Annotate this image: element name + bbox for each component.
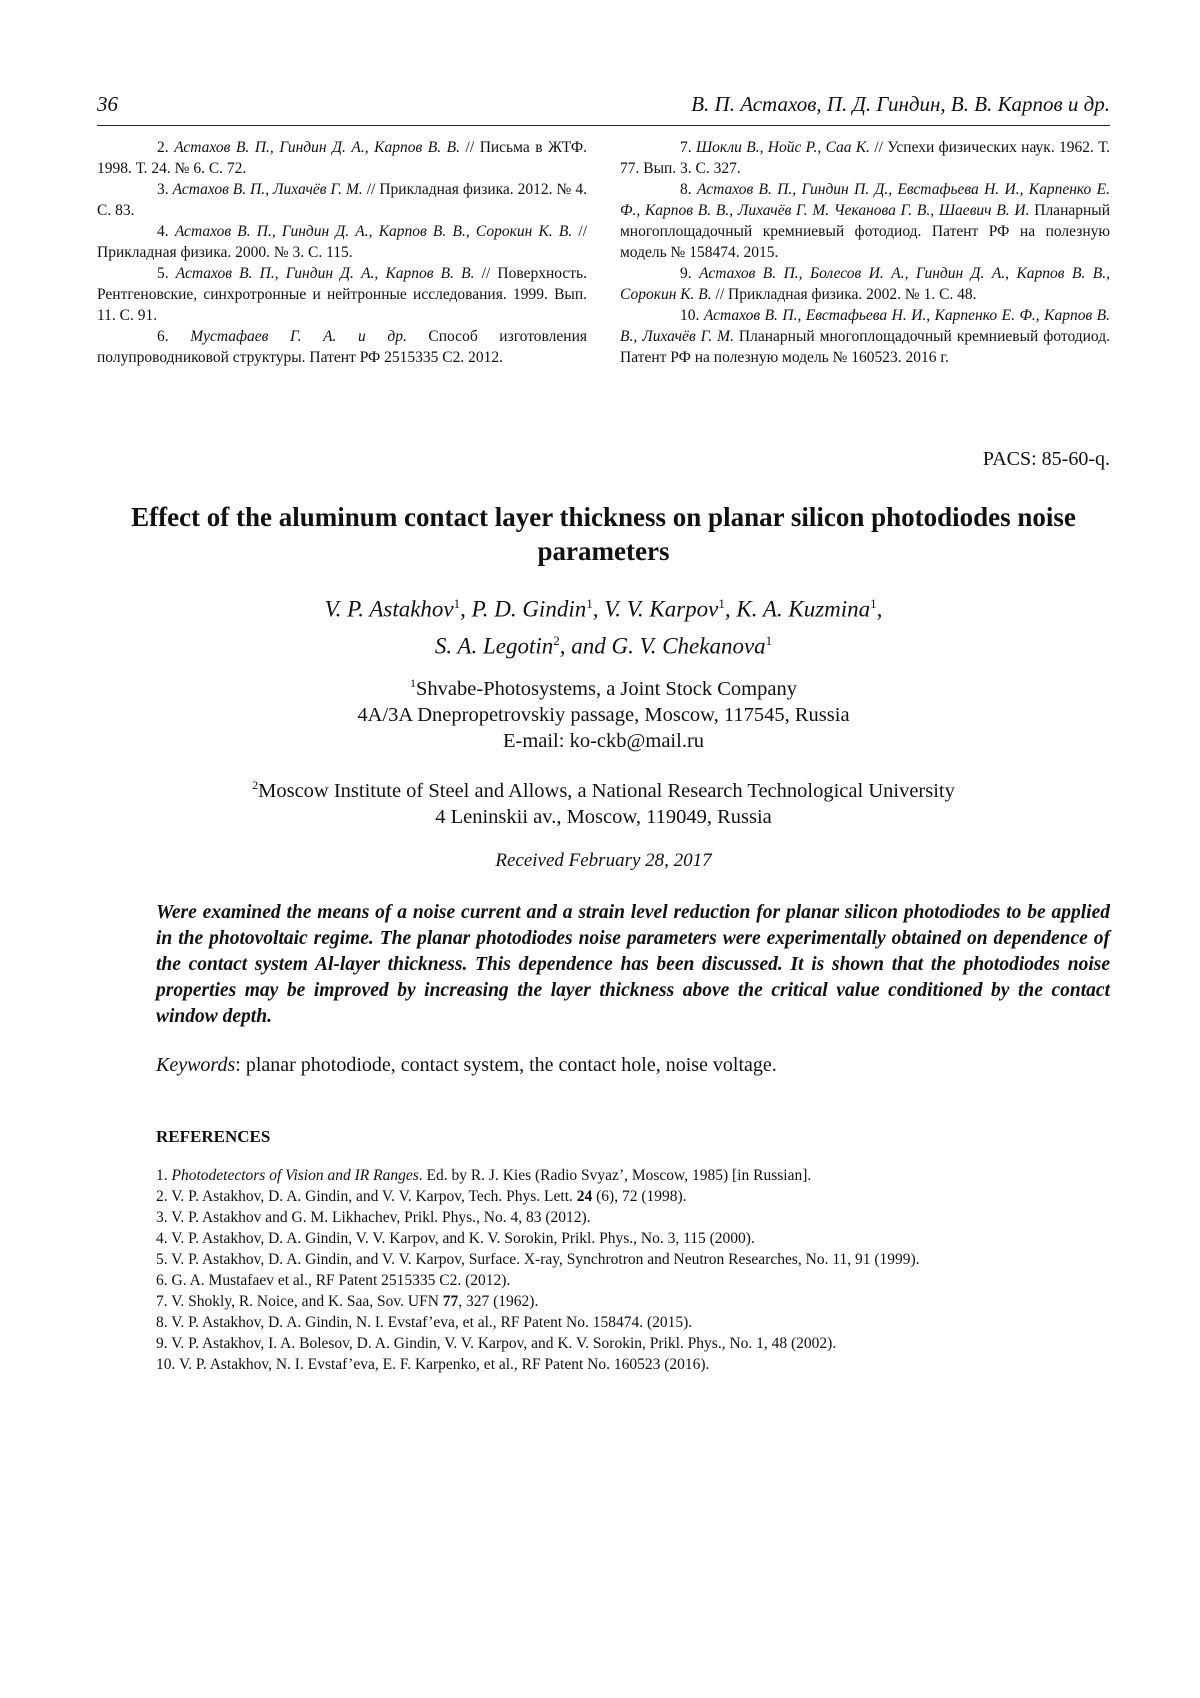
paper-title: Effect of the aluminum contact layer thickness on planar silicon photodiodes noise parameters	[131, 502, 1076, 566]
reference-item: 6. G. A. Mustafaev et al., RF Patent 2515335 C2. (2012).	[156, 1272, 511, 1289]
pacs-code: PACS: 85-60-q.	[982, 448, 1110, 470]
reference-item: 5. V. P. Astakhov, D. A. Gindin, and V. V. Karpov, Surface. X-ray, Synchrotron and Neutron Researches, No. 11, 91 (1999).	[156, 1251, 920, 1268]
author-affiliation-mark: 1	[718, 596, 725, 611]
russian-reference-item: 6. Мустафаев Г. А. и др. Способ изготовления полупроводниковой структуры. Патент РФ 2515335 С2. 2012.	[97, 328, 587, 366]
author-name: V. P. Astakhov	[324, 596, 454, 622]
affiliation-2: $^2$Moscow Institute of Steel and Allows, a National Research Technological University 4 Leninskii av., Moscow, 119049, Russia	[97, 772, 1110, 830]
affiliation-1: $^1$Shvabe-Photosystems, a Joint Stock Company 4A/3A Dnepropetrovskiy passage, Moscow, 117545, Russia E-mail: ko-ckb@mail.ru	[97, 670, 1110, 754]
reference-item: 3. V. P. Astakhov and G. M. Likhachev, Prikl. Phys., No. 4, 83 (2012).	[156, 1209, 591, 1226]
author-affiliation-mark: 1	[453, 596, 461, 611]
affiliation-address: 4A/3A Dnepropetrovskiy passage, Moscow, 117545, Russia	[357, 703, 850, 726]
reference-item: 7. V. Shokly, R. Noice, and K. Saa, Sov. UFN 77, 327 (1962).	[156, 1293, 539, 1310]
russian-reference-item: 3. Астахов В. П., Лихачёв Г. М. // Прикладная физика. 2012. № 4. С. 83.	[97, 181, 587, 219]
russian-references-right-column	[620, 137, 1110, 368]
russian-reference-item: 5. Астахов В. П., Гиндин Д. А., Карпов В. В. // Поверхность. Рентгеновские, синхротронные и нейтронные исследования. 1999. Вып. 11. С. 91.	[97, 265, 587, 324]
russian-reference-item: 9. Астахов В. П., Болесов И. А., Гиндин Д. А., Карпов В. В., Сорокин К. В. // Прикладная физика. 2002. № 1. С. 48.	[620, 265, 1111, 303]
affiliation-email: E-mail: ko-ckb@mail.ru	[502, 729, 705, 752]
references-heading: REFERENCES	[156, 1127, 271, 1146]
affiliation-address: 4 Leninskii av., Moscow, 119049, Russia	[435, 805, 772, 828]
reference-item: 10. V. P. Astakhov, N. I. Evstaf’eva, E. F. Karpenko, et al., RF Patent No. 160523 (2016).	[156, 1356, 710, 1373]
author-name: V. V. Karpov	[604, 596, 719, 622]
russian-references-left-column	[97, 137, 587, 368]
keywords: Keywords: planar photodiode, contact system, the contact hole, noise voltage.	[156, 1054, 777, 1076]
author-affiliation-mark: 1	[765, 632, 773, 648]
running-header-authors: В. П. Астахов, П. Д. Гиндин, В. В. Карпов и др.	[691, 92, 1110, 116]
reference-item: 2. V. P. Astakhov, D. A. Gindin, and V. V. Karpov, Tech. Phys. Lett. 24 (6), 72 (1998).	[156, 1188, 687, 1205]
reference-item: 4. V. P. Astakhov, D. A. Gindin, V. V. Karpov, and K. V. Sorokin, Prikl. Phys., No. 3, 115 (2000).	[156, 1230, 755, 1247]
header-divider	[97, 125, 1110, 126]
abstract: Were examined the means of a noise current and a strain level reduction for planar silicon photodiodes to be applied in the photovoltaic regime. The planar photodiodes noise parameters were experimentally obtained on dependence of the contact system Al-layer thickness. This dependence has been discussed. It is shown that the photodiodes noise properties may be improved by increasing the layer thickness above the critical value conditioned by the contact window depth.	[156, 902, 1110, 1027]
affiliation-name: Shvabe-Photosystems, a Joint Stock Company	[416, 677, 797, 700]
author-name: P. D. Gindin	[471, 596, 587, 622]
keywords-label: Keywords	[156, 1054, 236, 1076]
russian-reference-item: 2. Астахов В. П., Гиндин Д. А., Карпов В. В. // Письма в ЖТФ. 1998. Т. 24. № 6. С. 72.	[97, 139, 587, 177]
reference-item: 1. Photodetectors of Vision and IR Ranges. Ed. by R. J. Kies (Radio Svyaz’, Moscow, 1985) [in Russian].	[156, 1167, 812, 1184]
author-affiliation-mark: 2	[553, 632, 560, 648]
russian-reference-item: 8. Астахов В. П., Гиндин П. Д., Евстафьева Н. И., Карпенко Е. Ф., Карпов В. В., Лихачёв Г. М. Чеканова Г. В., Шаевич В. И. Планарный многоплощадочный кремниевый фотодиод. Патент РФ на полезную модель № 158474. 2015.	[620, 181, 1110, 261]
page-number: 36	[97, 92, 118, 116]
russian-reference-item: 7. Шокли В., Нойс Р., Саа К. // Успехи физических наук. 1962. Т. 77. Вып. 3. С. 327.	[620, 139, 1110, 177]
references-list	[156, 1165, 1110, 1375]
author-name: S. A. Legotin	[434, 633, 554, 659]
reference-item: 9. V. P. Astakhov, I. A. Bolesov, D. A. Gindin, V. V. Karpov, and K. V. Sorokin, Prikl. Phys., No. 1, 48 (2002).	[156, 1335, 837, 1352]
russian-reference-item: 10. Астахов В. П., Евстафьева Н. И., Карпенко Е. Ф., Карпов В. В., Лихачёв Г. М. Планарный многоплощадочный кремниевый фотодиод. Патент РФ на полезную модель № 160523. 2016 г.	[620, 307, 1111, 366]
author-affiliation-mark: 1	[586, 596, 593, 611]
received-date: Received February 28, 2017	[495, 850, 712, 871]
affiliation-name: Moscow Institute of Steel and Allows, a National Research Technological University	[258, 779, 955, 802]
reference-item: 8. V. P. Astakhov, D. A. Gindin, N. I. Evstaf’eva, et al., RF Patent No. 158474. (2015).	[156, 1314, 693, 1331]
author-affiliation-mark: 1	[870, 596, 877, 611]
author-name: G. V. Chekanova	[611, 633, 766, 659]
author-list: V. P. Astakhov$^1$, P. D. Gindin$^1$, V. V. Karpov$^1$, K. A. Kuzmina$^1$, S. A. Legotin$^2$, and G. V. Chekanova$^1$	[324, 596, 883, 659]
author-name: K. A. Kuzmina	[736, 596, 871, 622]
russian-reference-item: 4. Астахов В. П., Гиндин Д. А., Карпов В. В., Сорокин К. В. // Прикладная физика. 2000. № 3. С. 115.	[97, 223, 587, 261]
